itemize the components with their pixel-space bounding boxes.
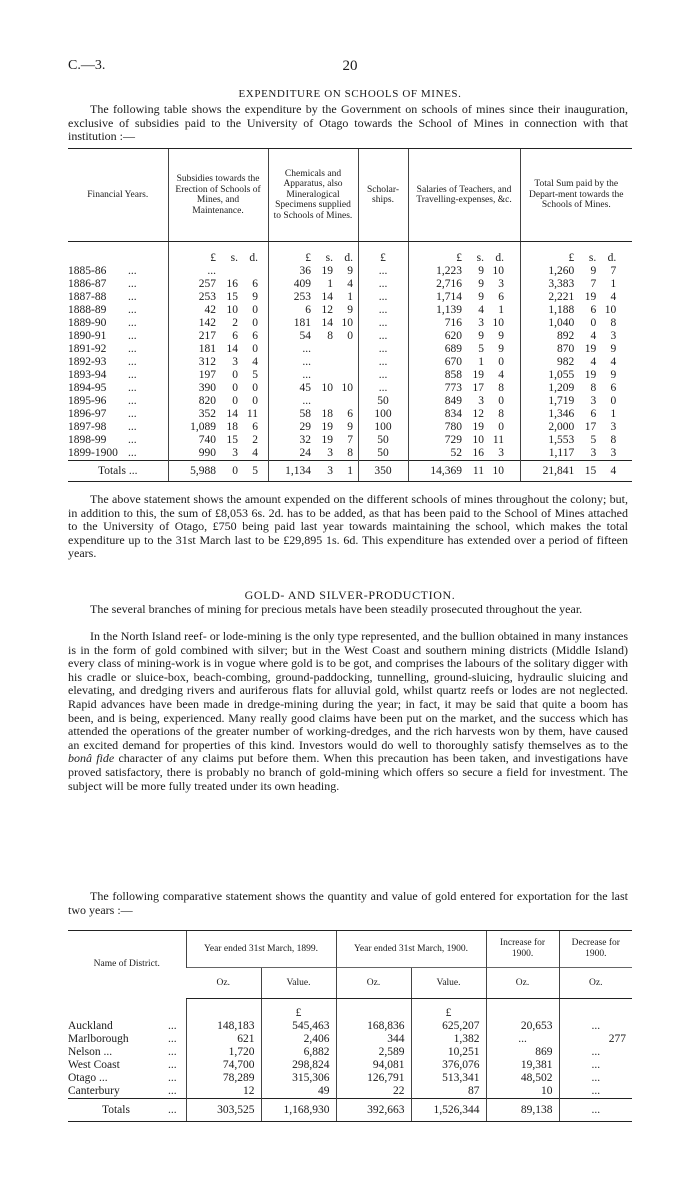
table-row: 1898-99 ... 740 15 2 32 19 7 50 729 10 11 1,553 5 8 [68, 434, 632, 447]
total-cell: 1,553 5 8 [520, 434, 632, 447]
table-row: West Coast ... 74,700 298,824 94,081 376,076 19,381 ... [68, 1059, 632, 1072]
intro-paragraph: The following table shows the expenditure by the Government on schools of mines since their inauguration, exclusive of subsidies paid to the University of Otago towards the School of Mines in connection with that institution :— [68, 102, 628, 144]
total-cell: 1,055 19 9 [520, 369, 632, 382]
salaries-cell: 1,139 4 1 [408, 304, 520, 317]
salaries-cell: 1,714 9 6 [408, 291, 520, 304]
salaries-cell: 620 9 9 [408, 330, 520, 343]
units-row: £ s. d. £ s. d. £ £ s. d. £ s. d. [68, 242, 632, 266]
year-cell: 1894-95 [68, 382, 107, 394]
gold-paragraph-2: In the North Island reef- or lode-mining is the only type represented, and the bullion obtained in many instances is in the form of gold combined with silver; but in the West Coast and southern mining districts (Middle Island) every class of mining-work is in vogue where gold is to be got, and comprises the labours of the solitary digger with his cradle or sluice-box, beach-combing, ground-paddocking, tunnelling, ground-sluicing, hydraulic sluicing and elevating, and dredging rivers and auriferous flats for alluvial gold, whilst quartz reefs or lodes are not neglected. Rapid advances have been made in dredge-mining during the year; in fact, it may be said that quite a boom has been, and is being, experienced. Many really good claims have been put on the market, and the success which has attended the operations of the greater number of working-dredges, and the rich harvests won by them, have caused an excited demand for properties of this kind. Investors would do well to thoroughly satisfy themselves as to the bonâ fide character of any claims put before them. When this precaution has been taken, and investigations have proved satisfactory, there is probably no branch of gold-mining which offers so secure a field for investment. The subject will be more fully treated under its own heading. [68, 629, 628, 793]
schools-expenditure-table [68, 148, 632, 482]
salaries-cell: 716 3 10 [408, 317, 520, 330]
section-title-gold: GOLD- AND SILVER-PRODUCTION. [244, 588, 456, 602]
scholarships-cell: 50 [358, 434, 408, 447]
chemicals-cell: 253 14 1 [268, 291, 358, 304]
table-row: 1893-94 ... 197 0 5 ... ... 858 19 4 1,055 19 9 [68, 369, 632, 382]
salaries-cell: 52 16 3 [408, 447, 520, 461]
gold-paragraph-1: The several branches of mining for precious metals have been steadily prosecuted throughout the year. [90, 602, 583, 616]
salaries-cell: 780 19 0 [408, 421, 520, 434]
table-row: 1896-97 ... 352 14 11 58 18 6 100 834 12 8 1,346 6 1 [68, 408, 632, 421]
subheader-oz-increase: Oz. [486, 968, 559, 999]
subsidies-cell: 312 3 4 [168, 356, 268, 369]
chemicals-cell: ... [268, 369, 358, 382]
subsidies-cell: 1,089 18 6 [168, 421, 268, 434]
scholarships-cell: ... [358, 356, 408, 369]
scholarships-cell: ... [358, 278, 408, 291]
salaries-cell: 689 5 9 [408, 343, 520, 356]
subsidies-cell: 257 16 6 [168, 278, 268, 291]
total-cell: 3,383 7 1 [520, 278, 632, 291]
gold-paragraph-3: The following comparative statement shows the quantity and value of gold entered for exportation for the last two years :— [68, 889, 628, 917]
subsidies-cell: ... [168, 265, 268, 278]
salaries-cell: 773 17 8 [408, 382, 520, 395]
page-number: 20 [342, 58, 358, 74]
scholarships-cell: ... [358, 265, 408, 278]
scholarships-cell: 100 [358, 421, 408, 434]
salaries-cell: 1,223 9 10 [408, 265, 520, 278]
scholarships-cell: ... [358, 382, 408, 395]
col-header-year-1899: Year ended 31st March, 1899. [186, 931, 336, 968]
table-row: 1889-90 ... 142 2 0 181 14 10 ... 716 3 10 1,040 0 8 [68, 317, 632, 330]
total-cell: 870 19 9 [520, 343, 632, 356]
total-cell: 1,719 3 0 [520, 395, 632, 408]
chemicals-cell: ... [268, 395, 358, 408]
salaries-cell: 729 10 11 [408, 434, 520, 447]
col-header-chemicals: Chemicals and Apparatus, also Mineralogical Specimens supplied to Schools of Mines. [268, 149, 358, 242]
salaries-cell: 858 19 4 [408, 369, 520, 382]
year-cell: 1893-94 [68, 369, 107, 381]
table-row: 1899-1900 ... 990 3 4 24 3 8 50 52 16 3 1,117 3 3 [68, 447, 632, 461]
table-row: 1894-95 ... 390 0 0 45 10 10 ... 773 17 8 1,209 8 6 [68, 382, 632, 395]
subheader-oz-1899: Oz. [186, 968, 261, 999]
chemicals-cell: 36 19 9 [268, 265, 358, 278]
subsidies-cell: 217 6 6 [168, 330, 268, 343]
table-row: 1888-89 ... 42 10 0 6 12 9 ... 1,139 4 1 1,188 6 10 [68, 304, 632, 317]
chemicals-cell: 32 19 7 [268, 434, 358, 447]
table-row: Auckland ... 148,183 545,463 168,836 625,207 20,653 ... [68, 1020, 632, 1033]
year-cell: 1888-89 [68, 304, 107, 316]
year-cell: 1892-93 [68, 356, 107, 368]
scholarships-cell: 50 [358, 447, 408, 461]
totals-row: Totals ... 5,988 0 5 1,134 3 1 350 14,369 11 10 21,841 15 4 [68, 461, 632, 482]
col-header-increase: Increase for 1900. [486, 931, 559, 968]
table-row: Otago ... ... 78,289 315,306 126,791 513,341 48,502 ... [68, 1072, 632, 1085]
gold-export-table [68, 930, 632, 1122]
subsidies-cell: 990 3 4 [168, 447, 268, 461]
salaries-cell: 849 3 0 [408, 395, 520, 408]
chemicals-cell: ... [268, 356, 358, 369]
table-row: Nelson ... ... 1,720 6,882 2,589 10,251 869 ... [68, 1046, 632, 1059]
year-cell: 1895-96 [68, 395, 107, 407]
chemicals-cell: ... [268, 343, 358, 356]
salaries-cell: 2,716 9 3 [408, 278, 520, 291]
table-row: 1887-88 ... 253 15 9 253 14 1 ... 1,714 9 6 2,221 19 4 [68, 291, 632, 304]
chemicals-cell: 6 12 9 [268, 304, 358, 317]
scholarships-cell: ... [358, 291, 408, 304]
salaries-cell: 670 1 0 [408, 356, 520, 369]
district-name: Nelson ... [68, 1046, 113, 1058]
chemicals-cell: 45 10 10 [268, 382, 358, 395]
total-cell: 2,221 19 4 [520, 291, 632, 304]
totals-row: Totals ... 303,525 1,168,930 392,663 1,526,344 89,138 ... [68, 1099, 632, 1122]
district-name: Otago ... [68, 1072, 108, 1084]
table-row: 1885-86 ... ... 36 19 9 ... 1,223 9 10 1,260 9 7 [68, 265, 632, 278]
district-name: Canterbury [68, 1085, 120, 1097]
subheader-value-1899: Value. [261, 968, 336, 999]
chemicals-cell: 181 14 10 [268, 317, 358, 330]
col-header-salaries: Salaries of Teachers, and Travelling-expenses, &c. [408, 149, 520, 242]
year-cell: 1890-91 [68, 330, 107, 342]
col-header-year-1900: Year ended 31st March, 1900. [336, 931, 486, 968]
year-cell: 1899-1900 [68, 447, 118, 459]
report-code: C.—3. [68, 58, 106, 73]
scholarships-cell: ... [358, 317, 408, 330]
table-row: 1892-93 ... 312 3 4 ... ... 670 1 0 982 4 4 [68, 356, 632, 369]
statement-paragraph: The above statement shows the amount expended on the different schools of mines throughout the colony; but, in addition to this, the sum of £8,053 6s. 2d. has to be added, as that has been paid to the School of Mines attached to the University of Otago, £750 being paid last year towards maintaining the school, which makes the total expenditure up to the 31st March last to be £29,895 1s. 6d. This expenditure has extended over a period of fifteen years. [68, 492, 628, 561]
total-cell: 1,040 0 8 [520, 317, 632, 330]
col-header-subsidies: Subsidies towards the Erection of Schools of Mines, and Maintenance. [168, 149, 268, 242]
subheader-value-1900: Value. [411, 968, 486, 999]
scholarships-cell: 100 [358, 408, 408, 421]
chemicals-cell: 58 18 6 [268, 408, 358, 421]
district-name: Marlborough [68, 1033, 129, 1045]
year-cell: 1886-87 [68, 278, 107, 290]
scholarships-cell: 50 [358, 395, 408, 408]
year-cell: 1896-97 [68, 408, 107, 420]
year-cell: 1885-86 [68, 265, 107, 277]
chemicals-cell: 29 19 9 [268, 421, 358, 434]
col-header-year: Financial Years. [68, 149, 168, 242]
scholarships-cell: ... [358, 330, 408, 343]
year-cell: 1898-99 [68, 434, 107, 446]
subheader-oz-1900: Oz. [336, 968, 411, 999]
scholarships-cell: ... [358, 369, 408, 382]
scholarships-cell: ... [358, 304, 408, 317]
subsidies-cell: 740 15 2 [168, 434, 268, 447]
table-row: Marlborough ... 621 2,406 344 1,382 ... 277 [68, 1033, 632, 1046]
salaries-cell: 834 12 8 [408, 408, 520, 421]
year-cell: 1887-88 [68, 291, 107, 303]
units-row: £ £ [68, 999, 632, 1021]
chemicals-cell: 54 8 0 [268, 330, 358, 343]
total-cell: 1,346 6 1 [520, 408, 632, 421]
district-name: West Coast [68, 1059, 120, 1071]
total-cell: 982 4 4 [520, 356, 632, 369]
chemicals-cell: 409 1 4 [268, 278, 358, 291]
table-row: 1890-91 ... 217 6 6 54 8 0 ... 620 9 9 892 4 3 [68, 330, 632, 343]
district-name: Auckland [68, 1020, 113, 1032]
subsidies-cell: 197 0 5 [168, 369, 268, 382]
col-header-district: Name of District. [68, 931, 186, 999]
table-row: 1891-92 ... 181 14 0 ... ... 689 5 9 870 19 9 [68, 343, 632, 356]
total-cell: 1,117 3 3 [520, 447, 632, 461]
col-header-scholarships: Scholar-ships. [358, 149, 408, 242]
col-header-decrease: Decrease for 1900. [559, 931, 632, 968]
chemicals-cell: 24 3 8 [268, 447, 358, 461]
total-cell: 1,209 8 6 [520, 382, 632, 395]
scholarships-cell: ... [358, 343, 408, 356]
year-cell: 1889-90 [68, 317, 107, 329]
subsidies-cell: 181 14 0 [168, 343, 268, 356]
section-title-schools: EXPENDITURE ON SCHOOLS OF MINES. [238, 88, 462, 100]
total-cell: 2,000 17 3 [520, 421, 632, 434]
year-cell: 1891-92 [68, 343, 107, 355]
total-cell: 1,260 9 7 [520, 265, 632, 278]
subsidies-cell: 390 0 0 [168, 382, 268, 395]
total-cell: 1,188 6 10 [520, 304, 632, 317]
total-cell: 892 4 3 [520, 330, 632, 343]
table-row: Canterbury ... 12 49 22 87 10 ... [68, 1085, 632, 1099]
table-row: 1895-96 ... 820 0 0 ... 50 849 3 0 1,719 3 0 [68, 395, 632, 408]
bona-fide-italic: bonâ fide [68, 751, 115, 766]
col-header-total: Total Sum paid by the Depart-ment towards the Schools of Mines. [520, 149, 632, 242]
year-cell: 1897-98 [68, 421, 107, 433]
subheader-oz-decrease: Oz. [559, 968, 632, 999]
subsidies-cell: 820 0 0 [168, 395, 268, 408]
subsidies-cell: 253 15 9 [168, 291, 268, 304]
subsidies-cell: 352 14 11 [168, 408, 268, 421]
table-row: 1886-87 ... 257 16 6 409 1 4 ... 2,716 9 3 3,383 7 1 [68, 278, 632, 291]
subsidies-cell: 42 10 0 [168, 304, 268, 317]
subsidies-cell: 142 2 0 [168, 317, 268, 330]
table-row: 1897-98 ... 1,089 18 6 29 19 9 100 780 19 0 2,000 17 3 [68, 421, 632, 434]
totals-label: Totals ... [68, 461, 168, 482]
